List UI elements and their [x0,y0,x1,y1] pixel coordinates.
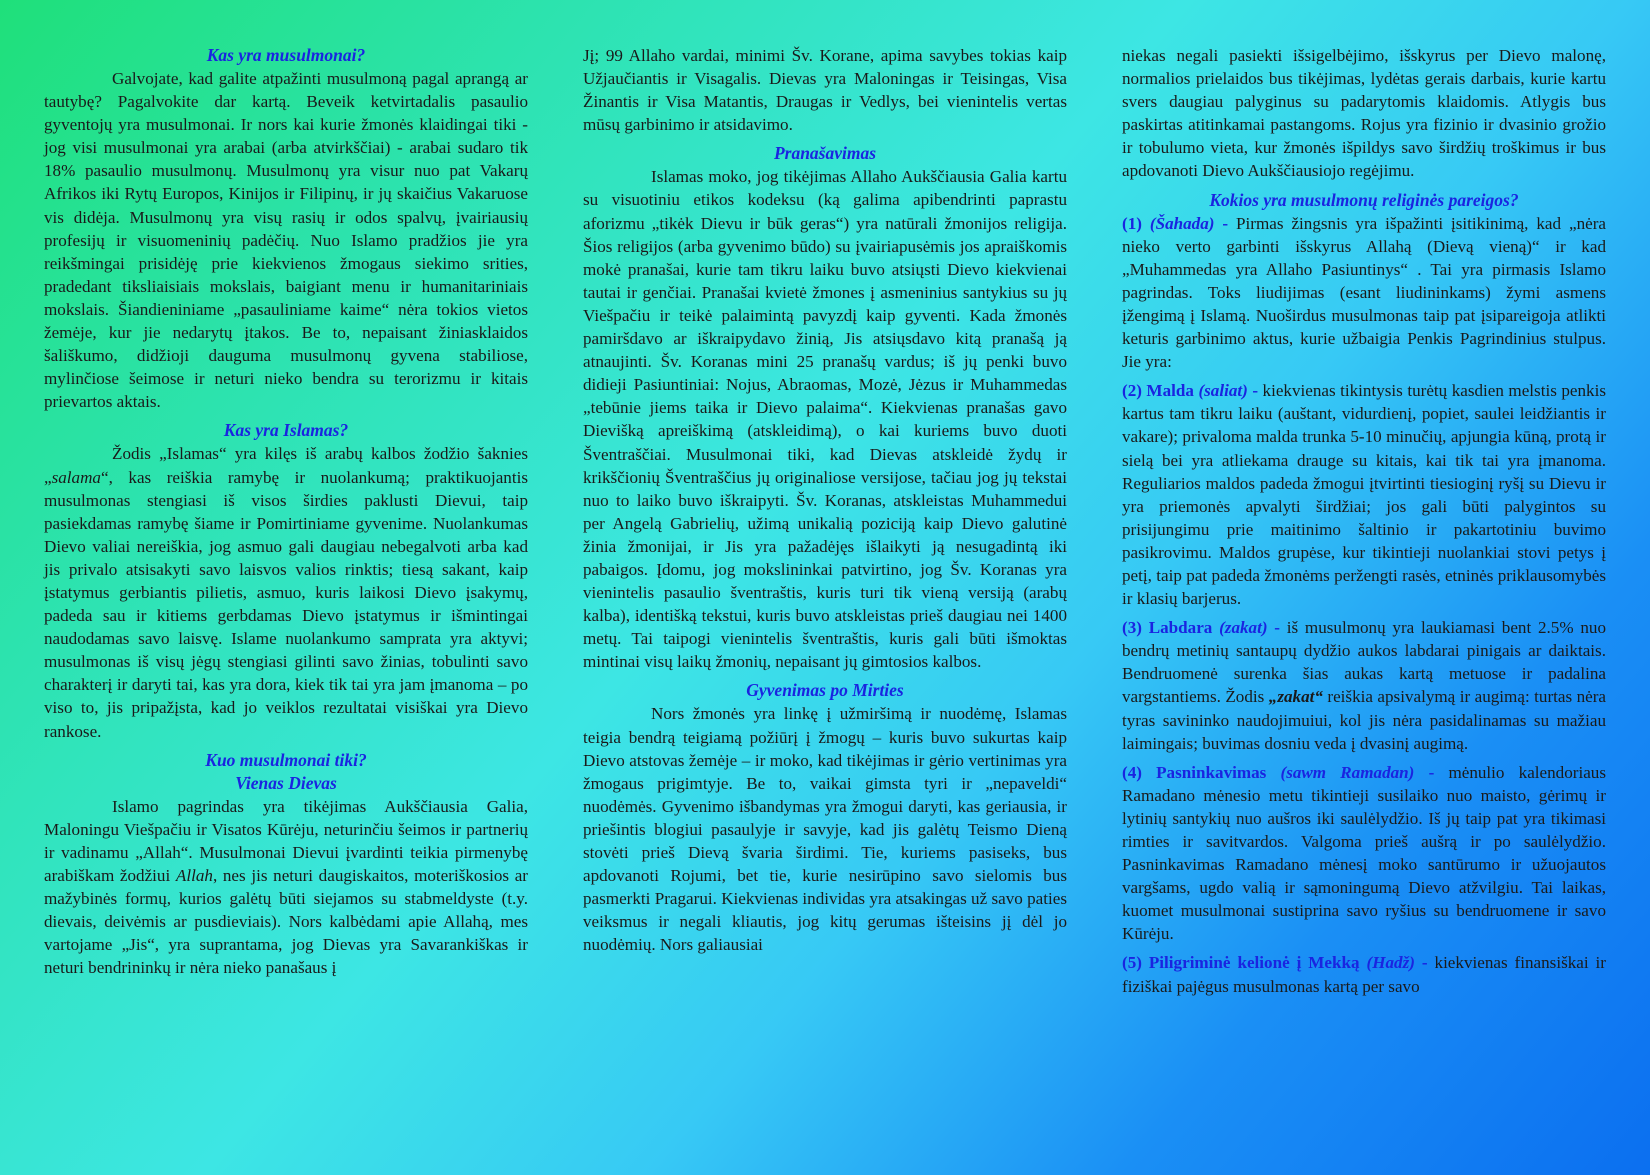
duty-term: (Hadž) [1366,953,1415,973]
duty-term: (saliat) [1198,381,1248,401]
paragraph-what-is-islam [44,442,528,742]
paragraph-one-god [44,795,528,980]
duty-text: mėnulio kalendoriaus Ramadano mėnesio metu tikintieji susilaiko nuo maisto, gėrimų ir lytinių santykių nuo aušros iki saulėlydžio. Iš jų taip pat yra tikimasi rimties ir savitvardos. Valgoma prieš aušrą ir po saulėlydžio. Pasninkavimas Ramadano mėnesį moko santūrumo ir užuojautos vargšams, ugdo valią ir sąmoningumą Dievo atžvilgiu. Tai laikas, kuomet musulmonai sustiprina savo ryšius su bendruomene ir savo Kūrėju. [1122,762,1607,944]
duty-text: Pirmas žingsnis yra išpažinti įsitikinimą, kad „nėra nieko verto garbinti išskyrus Allahą (Dievą vieną)“ ir kad „Muhammedas yra Allaho Pasiuntinys“ . Tai yra pirmasis Islamo pagrindas. Toks liudijimas (esant liudininkams) žymi asmens įžengimą į Islamą. Nuoširdus musulmonas taip pat įsipareigoja atlikti keturis garbinimo aktus, kurie užbaigia Penkis Pagrindinius stulpus. Jie yra: [1122,213,1606,372]
duty-dash: - [1414,762,1449,782]
heading-afterlife: Gyvenimas po Mirties [746,680,904,701]
heading-one-god: Vienas Dievas [235,772,337,793]
paragraph-salvation: niekas negali pasiekti išsigelbėjimo, išskyrus per Dievo malonę, normalios prielaidos bus tikėjimas, lydėtas gerais darbais, kurie kartu svers daugiau palyginus su padarytomis klaidomis. Atlygis bus paskirtas atitinkamai pastangoms. Rojus yra fizinio ir dvasinio grožio ir tobulumo vieta, kur žmonės išpildys savo širdžių troškimus ir bus apdovanoti Dievo Aukščiausiojo regėjimu. [1122,46,1606,181]
duty-prayer [1122,379,1606,610]
duty-text: reiškia apsivalymą ir augimą: turtas nėra tyras savininko naudojimuiui, kol jis nėra pasidalinamas su mažiau laimingais; buvimas dosniu veda į dvasinį augimą. [1122,687,1607,753]
heading-prophethood: Pranašavimas [773,143,877,164]
duty-number: (3) Labdara [1122,618,1220,638]
paragraph-prophethood: Islamas moko, jog tikėjimas Allaho Aukščiausia Galia kartu su visuotiniu etikos kodeksu (ką galima apibendrinti paprastu aforizmu „tikėk Dievu ir būk geras“) yra natūrali žmonijos religija. Šios religijos (arba gyvenimo būdo) su įvairiapusėmis jos apraiškomis mokė pranašai, kurie tam tikru laiku buvo atsiųsti Dievo kiekvienai tautai ir genčiai. Pranašai kvietė žmones į asmeninius santykius su jų Viešpačiu ir teikė palaimintą pavyzdį kaip gyventi. Kada žmonės pamiršdavo ar iškraipydavo žinią, Jis atsiųsdavo kitą pranašą ją atnaujinti. Šv. Koranas mini 25 pranašų vardus; iš jų penki buvo didieji Pasiuntiniai: Nojus, Abraomas, Mozė, Jėzus ir Muhammedas „tebūnie jiems taika ir Dievo palaima“. Kiekvienas pranašas gavo Dievišką apreiškimą (atskleidimą), o kai kuriems buvo duoti Šventraščiai. Musulmonai tiki, kad Dievas atskleidė žydų ir krikščionių Šventraščius jų originaliose versijose, tačiau jog jų tekstai nuo to laiko buvo iškraipyti. Šv. Koranas, atskleistas Muhammedui per Angelą Gabrielių, užimą unikalią poziciją kaip Dievo galutinė žinia žmonijai, ir Jis yra pažadėjęs išlaikyti ją nesugadintą iki pabaigos. Įdomu, jog mokslininkai patvirtino, jog Šv. Koranas yra vienintelis pasaulio šventraštis, kuris turi tik vieną versiją (arabų kalba), identišką tekstui, kuris buvo atskleistas prieš daugiau nei 1400 metų. Tai taipogi vienintelis šventraštis, kuris gali būti išmoktas mintinai visų laikų žmonių, nepaisant jų gimtosios kalbos. [583,167,1067,672]
duty-pilgrimage [1122,951,1606,997]
text-fragment: , nes jis neturi daugiskaitos, moteriškosios ar mažybinės formų, kurios galėtų būti siejamos su stabmeldyste (t.y. dievais, deivėmis ar pusdieviais). Nors kalbėdami apie Allahą, mes vartojame „Jis“, yra suprantama, jog Dievas yra Savarankiškas ir neturi bendrininkų ir nėra nieko panašaus į [44,865,528,978]
heading-religious-duties: Kokios yra musulmonų religinės pareigos? [1209,189,1519,210]
text-fragment: “, kas reiškia ramybę ir nuolankumą; praktikuojantis musulmonas stengiasi iš visos širdies paklusti Dievui, taip pasiekdamas ramybę šiame ir Pomirtiniame gyvenime. Nuolankumas Dievo valiai nereiškia, jog asmuo gali daugiau nebegalvoti arba kad jis privalo atsisakyti savo laisvos valios rinktis; tiesą sakant, kaip įstatymus gerbiantis pilietis, asmuo, kuris laikosi Dievo įsakymų, padeda sau ir kitiems gerbdamas Dievo įstatymus ir išmintingai naudodamas savo laisvę. Islame nuolankumo samprata yra aktyvi; musulmonas iš visų jėgų stengiasi gilinti savo žinias, tobulinti savo charakterį ir daryti tai, kas yra dora, kiek tik tai yra jam įmanoma – po viso to, jis pripažįsta, kad jo veiklos rezultatai visiškai yra Dievo rankose. [44,467,528,741]
paragraph-names-of-god: Jį; 99 Allaho vardai, minimi Šv. Korane, apima savybes tokias kaip Užjaučiantis ir Visagalis. Dievas yra Maloningas ir Teisingas, Visa Žinantis ir Visa Matantis, Draugas ir Vedlys, bei vienintelis vertas mūsų garbinimo ir atsidavimo. [583,46,1067,135]
duty-text: kiekvienas tikintysis turėtų kasdien melstis penkis kartus tam tikru laiku (auštant, vidurdienį, popiet, saulei leidžiantis ir vakare); privaloma malda trunka 5-10 minučių, apjungia kūną, protą ir sielą bei yra atliekama drauge su kitais, kai tik tai yra įmanoma. Reguliarios maldos padeda žmogui įtvirtinti tiesioginį ryšį su Dievu ir yra priemonės apvalyti širdžiai; jos gali būti palygintos su prisijungimu prie maitinimo šaltinio ir pakartotiniu buvimo pasikrovimu. Maldos grupėse, kur tikintieji nuolankiai stovi petys į petį, taip pat padeda žmonėms peržengti rasės, etninės priklausomybės ir klasių barjerus. [1122,381,1606,609]
duty-charity [1122,616,1606,755]
duty-shahada [1122,212,1606,374]
paragraph-afterlife: Nors žmonės yra linkę į užmiršimą ir nuodėmę, Islamas teigia bendrą teigiamą požiūrį į žmogų – kuris buvo sukurtas kaip Dievo atstovas žemėje – ir moko, kad tikėjimas ir gėrio vertinimas yra žmogaus prigimtyje. Be to, vaikai gimsta tyri ir „nepaveldi“ nuodėmės. Gyvenimo išbandymas yra žmogui daryti, kas geriausia, ir priešintis blogiui pasaulyje ir savyje, kad jis galėtų Teismo Dieną stovėti prieš Dievą švaria širdimi. Tie, kuriems pasiseks, bus apdovanoti Rojumi, bet tie, kurie nesirūpino savo sielomis bus pasmerkti Pragarui. Kiekvienas individas yra atsakingas už savo paties veiksmus ir negali kliautis, jog kitų gerumas išteisins jį dėl jo nuodėmių. Nors galiausiai [583,704,1067,955]
term-allah: Allah [175,865,213,885]
text-fragment: Islamo pagrindas yra tikėjimas Aukščiausia Galia, Maloningu Viešpačiu ir Visatos Kūrėju, neturinčiu šeimos ir partnerių ir vadinamu „Allah“. Musulmonai Dievui įvardinti teikia pirmenybę arabiškam žodžiui [44,796,528,885]
duty-dash: - [1214,213,1237,233]
duty-dash: - [1267,618,1287,638]
text-fragment: Žodis „Islamas“ yra kilęs iš arabų kalbos žodžio šaknies „ [44,444,528,487]
duty-dash: - [1414,953,1435,973]
column-3 [1122,44,1606,1004]
duty-fasting [1122,761,1606,946]
heading-what-muslims-believe: Kuo musulmonai tiki? [205,749,367,770]
column-2 [583,44,1067,956]
term-salama: salama [51,467,101,487]
duty-text: kiekvienas finansiškai ir fiziškai pajėgus musulmonas kartą per savo [1122,953,1606,996]
term-zakat: „zakat“ [1268,687,1323,707]
column-1 [44,44,528,979]
duty-term: (Šahada) [1149,213,1215,233]
duty-number: (2) Malda [1122,381,1199,401]
duty-dash: - [1247,381,1263,401]
duty-term: (zakat) [1219,618,1268,638]
duty-term: (sawm Ramadan) [1280,762,1415,782]
duty-number: (4) Pasninkavimas [1122,762,1281,782]
paragraph-who-are-muslims: Galvojate, kad galite atpažinti musulmoną pagal aprangą ar tautybę? Pagalvokite dar kartą. Beveik ketvirtadalis pasaulio gyventojų yra musulmonai. Ir nors kai kurie žmonės klaidingai tiki - jog visi musulmonai yra arabai (arba atvirkščiai) - arabai sudaro tik 18% pasaulio musulmonų. Musulmonų yra visur nuo pat Vakarų Afrikos iki Rytų Europos, Kinijos ir Filipinų, ir jų skaičius Vakaruose vis didėja. Musulmonų yra visų rasių ir odos spalvų, įvairiausių profesijų ir visuomeninių padėčių. Nuo Islamo pradžios jie yra reikšmingai prisidėję prie kiekvienos žmogaus siekimo srities, pradedant tiksliaisiais mokslais, baigiant menu ir humanitariniais mokslais. Šiandieniniame „pasauliniame kaime“ nėra tokios vietos žemėje, kur jie nedarytų įtakos. Be to, nepaisant žiniasklaidos šališkumo, didžioji dauguma musulmonų gyvena stabiliose, mylinčiose šeimose ir neturi nieko bendra su terorizmu ir kitais prievartos aktais. [44,69,528,412]
duty-number: (1) [1122,213,1150,233]
duty-text: iš musulmonų yra laukiamasi bent 2.5% nuo bendrų metinių santaupų dydžio aukos labdarai pinigais ar daiktais. Bendruomenė surenka šias aukas kartą metuose ir padalina vargstantiems. Žodis [1122,618,1606,707]
duty-number: (5) Piligriminė kelionė į Mekką [1122,953,1367,973]
heading-who-are-muslims: Kas yra musulmonai? [206,45,366,65]
heading-what-is-islam: Kas yra Islamas? [223,420,349,441]
